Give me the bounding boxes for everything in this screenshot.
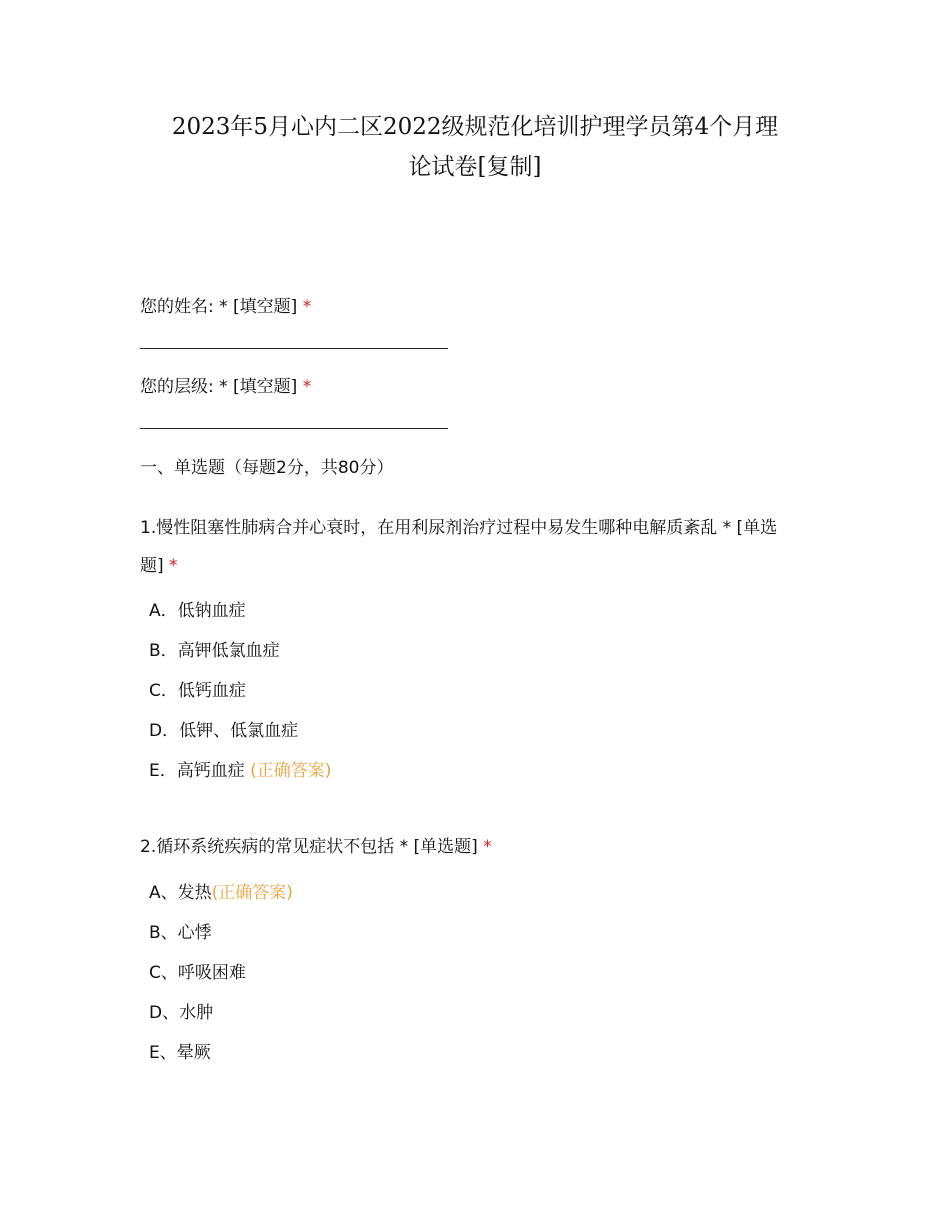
option-label: C．低钙血症: [149, 681, 246, 701]
q1-option-e[interactable]: [149, 760, 331, 782]
correct-answer-note: (正确答案): [211, 883, 293, 903]
required-mark: *: [302, 377, 312, 397]
level-input-line[interactable]: [140, 428, 448, 429]
section-heading: 一、单选题（每题2分，共80分）: [140, 458, 394, 478]
page-title: [120, 107, 830, 187]
q2-option-a[interactable]: [149, 882, 293, 904]
option-label: D．低钾、低氯血症: [149, 721, 299, 741]
title-line-1: 2023年5月心内二区2022级规范化培训护理学员第4个月理: [171, 114, 779, 140]
name-field-label-text: 您的姓名: * [填空题]: [140, 297, 298, 317]
q1-option-b[interactable]: [149, 640, 280, 662]
question-1-text: [140, 509, 800, 585]
option-label: B、心悸: [149, 923, 212, 943]
name-field-label: [140, 296, 311, 318]
q2-option-c[interactable]: [149, 962, 246, 984]
q2-option-d[interactable]: [149, 1002, 213, 1024]
q1-option-a[interactable]: [149, 600, 246, 622]
required-mark: *: [169, 556, 178, 576]
q1-option-d[interactable]: [149, 720, 298, 742]
option-label: E．高钙血症: [149, 761, 245, 781]
correct-answer-note: (正确答案): [244, 761, 332, 781]
title-line-2: 论试卷[复制]: [408, 154, 542, 180]
name-input-line[interactable]: [140, 348, 448, 349]
required-mark: *: [302, 297, 312, 317]
option-label: B．高钾低氯血症: [149, 641, 280, 661]
option-label: D、水肿: [149, 1003, 214, 1023]
level-field-label: [140, 376, 311, 398]
q2-option-b[interactable]: [149, 922, 212, 944]
question-2-stem: 2.循环系统疾病的常见症状不包括 * [单选题]: [140, 837, 478, 857]
level-field-label-text: 您的层级: * [填空题]: [140, 377, 298, 397]
option-label: A．低钠血症: [149, 601, 246, 621]
q1-option-c[interactable]: [149, 680, 246, 702]
option-label: A、发热: [149, 883, 212, 903]
option-label: E、晕厥: [149, 1043, 211, 1063]
question-1-stem: 1.慢性阻塞性肺病合并心衰时，在用利尿剂治疗过程中易发生哪种电解质紊乱 * [单选题]: [140, 518, 778, 576]
option-label: C、呼吸困难: [149, 963, 246, 983]
question-2-text: [140, 836, 492, 858]
required-mark: *: [483, 837, 492, 857]
q2-option-e[interactable]: [149, 1042, 211, 1064]
